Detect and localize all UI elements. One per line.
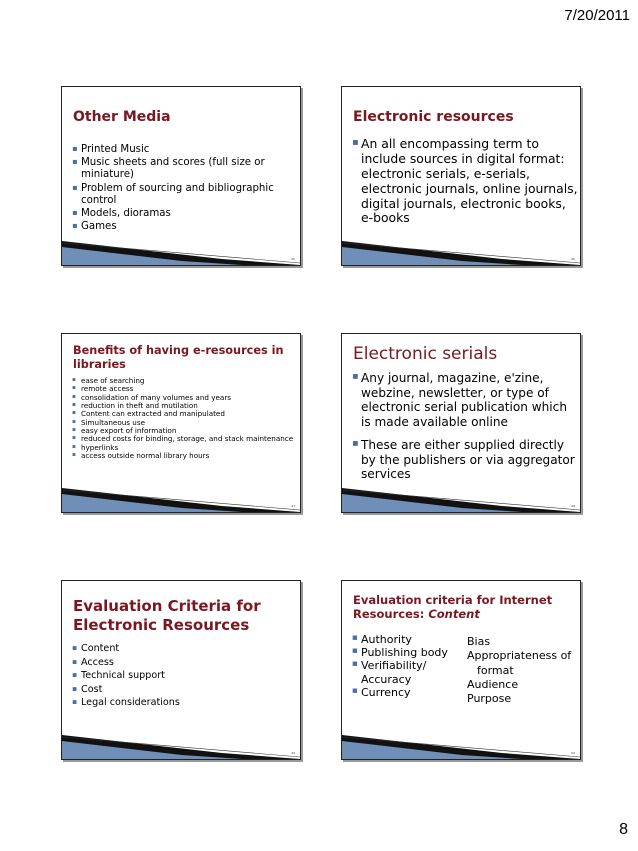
slide-number: 45 <box>291 257 295 261</box>
right-column-list <box>467 635 571 706</box>
right-column-item: Bias <box>467 635 491 648</box>
footer-swoosh-decoration <box>342 488 580 512</box>
list-item: ▪ remote access <box>72 385 293 393</box>
right-column-item: Audience <box>467 677 519 691</box>
list-item: ▪ Any journal, magazine, e'zine, webzine, newsletter, or type of electronic serial publication which is made available online <box>352 371 578 429</box>
footer-swoosh-decoration <box>342 735 580 759</box>
list-item: ▪ Content can extracted and manipulated <box>72 410 293 418</box>
slide-title-main: Evaluation criteria for Internet Resources: <box>353 593 553 622</box>
list-item: ▪ These are either supplied directly by the publishers or via aggregator services <box>352 438 578 482</box>
bullet-list <box>72 144 300 235</box>
list-item: ▪ Music sheets and scores (full size or miniature) <box>72 157 300 181</box>
list-item: ▪ Legal considerations <box>72 697 180 709</box>
page-number: 8 <box>619 821 628 838</box>
list-item: ▪ Models, dioramas <box>72 208 300 220</box>
slide-electronic-resources <box>341 86 581 266</box>
slide-title-emphasis: Content <box>428 607 480 622</box>
slide-title: Other Media <box>73 109 171 125</box>
slide-electronic-serials <box>341 333 581 513</box>
slide-number: 48 <box>571 504 575 508</box>
list-item: ▪ reduction in theft and mutilation <box>72 402 293 410</box>
bullet-list <box>72 643 180 711</box>
list-item: ▪ ease of searching <box>72 377 293 385</box>
list-item: ▪ Simultaneous use <box>72 419 293 427</box>
list-item: ▪ reduced costs for binding, storage, and stack maintenance <box>72 435 293 443</box>
list-item: ▪ Problem of sourcing and bibliographic control <box>72 183 300 207</box>
list-item: ▪ An all encompassing term to include sources in digital format: electronic serials, e-serials, electronic journals, online journals, digital journals, electronic books, e-books <box>352 137 580 226</box>
slide-evaluation-internet-content <box>341 580 581 760</box>
slide-number: 47 <box>291 504 295 508</box>
slide-other-media <box>61 86 301 266</box>
footer-swoosh-decoration <box>62 488 300 512</box>
slide-title: Benefits of having e-resources in libraries <box>73 344 284 371</box>
print-date: 7/20/2011 <box>564 7 630 24</box>
list-item: ▪ easy export of information <box>72 427 293 435</box>
list-item: ▪ Verifiability/ Accuracy <box>352 659 462 685</box>
footer-swoosh-decoration <box>342 241 580 265</box>
list-item: ▪ Games <box>72 221 300 233</box>
slide-evaluation-criteria <box>61 580 301 760</box>
bullet-list <box>352 633 462 699</box>
slide-benefits-e-resources <box>61 333 301 513</box>
right-column-item: Purpose <box>467 692 512 706</box>
list-item: ▪ Content <box>72 643 180 655</box>
right-column-item: format <box>477 663 514 677</box>
list-item: ▪ Cost <box>72 684 180 696</box>
slide-number: 50 <box>571 751 575 755</box>
bullet-list <box>352 137 580 226</box>
bullet-list <box>352 371 578 482</box>
slide-number: 49 <box>291 751 295 755</box>
footer-swoosh-decoration <box>62 241 300 265</box>
list-item: ▪ Printed Music <box>72 144 300 156</box>
slide-title: Evaluation Criteria for Electronic Resources <box>73 597 261 634</box>
list-item: ▪ consolidation of many volumes and years <box>72 394 293 402</box>
slide-title <box>353 593 578 622</box>
footer-swoosh-decoration <box>62 735 300 759</box>
list-item: ▪ Technical support <box>72 670 180 682</box>
bullet-list <box>72 377 293 460</box>
slide-title: Electronic serials <box>353 344 498 364</box>
list-item: ▪ Access <box>72 657 180 669</box>
slide-title: Electronic resources <box>353 109 514 125</box>
slide-number: 46 <box>571 257 575 261</box>
list-item: ▪ Publishing body <box>352 646 462 659</box>
list-item: ▪ Authority <box>352 633 462 646</box>
right-column-item: Appropriateness of <box>467 649 572 663</box>
list-item: ▪ Currency <box>352 686 462 699</box>
list-item: ▪ access outside normal library hours <box>72 452 293 460</box>
list-item: ▪ hyperlinks <box>72 444 293 452</box>
